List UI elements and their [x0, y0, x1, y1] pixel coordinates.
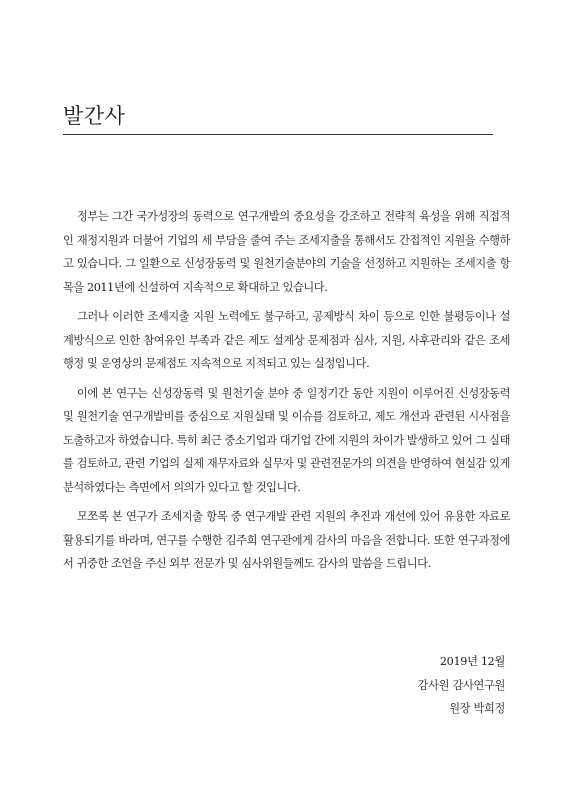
signature-author: 원장 박희정 — [449, 702, 505, 715]
paragraph-2: 그러나 이러한 조세지출 지원 노력에도 불구하고, 공제방식 차이 등으로 인한 불평등이나 설계방식으로 인한 참여유인 부족과 같은 제도 설계상 문제점과 심사, 지원, 사후관리와 같은 조세행정 및 운영상의 문제점도 지속적으로 지적되고 있는 실정입니다. — [63, 310, 510, 370]
title-divider — [63, 134, 493, 135]
signature-block — [418, 650, 505, 721]
paragraph-1: 정부는 그간 국가성장의 동력으로 연구개발의 중요성을 강조하고 전략적 육성을 위해 직접적인 재정지원과 더불어 기업의 세 부담을 줄여 주는 조세지출을 통해서도 간접적인 지원을 수행하고 있습니다. 그 일환으로 신성장동력 및 원천기술분야의 기술을 선정하고 지원하는 조세지출 항목을 2011년에 신설하여 지속적으로 확대하고 있습니다. — [63, 210, 510, 294]
signature-organization: 감사원 감사연구원 — [417, 678, 505, 692]
paragraph-4: 모쪼록 본 연구가 조세지출 항목 중 연구개발 관련 지원의 추진과 개선에 있어 유용한 자료로 활용되기를 바라며, 연구를 수행한 김주희 연구관에게 감사의 마음을 전합니다. 또한 연구과정에서 귀중한 조언을 주신 외부 전문가 및 심사위원들께도 감사의 말씀을 드립니다. — [63, 510, 510, 570]
signature-date: 2019년 12월 — [439, 655, 505, 668]
page-title: 발간사 — [63, 104, 126, 128]
body-text — [63, 205, 510, 582]
paragraph-3: 이에 본 연구는 신성장동력 및 원천기술 분야 중 일정기간 동안 지원이 이루어진 신성장동력 및 원천기술 연구개발비를 중심으로 지원실태 및 이슈를 검토하고, 제도 개선과 관련된 시사점을 도출하고자 하였습니다. 특히 최근 중소기업과 대기업 간에 지원의 차이가 발생하고 있어 그 실태를 검토하고, 관련 기업의 실제 재무자료와 실무자 및 관련전문가의 의견을 반영하여 현실감 있게 분석하였다는 측면에서 의의가 있다고 할 것입니다. — [63, 386, 510, 494]
